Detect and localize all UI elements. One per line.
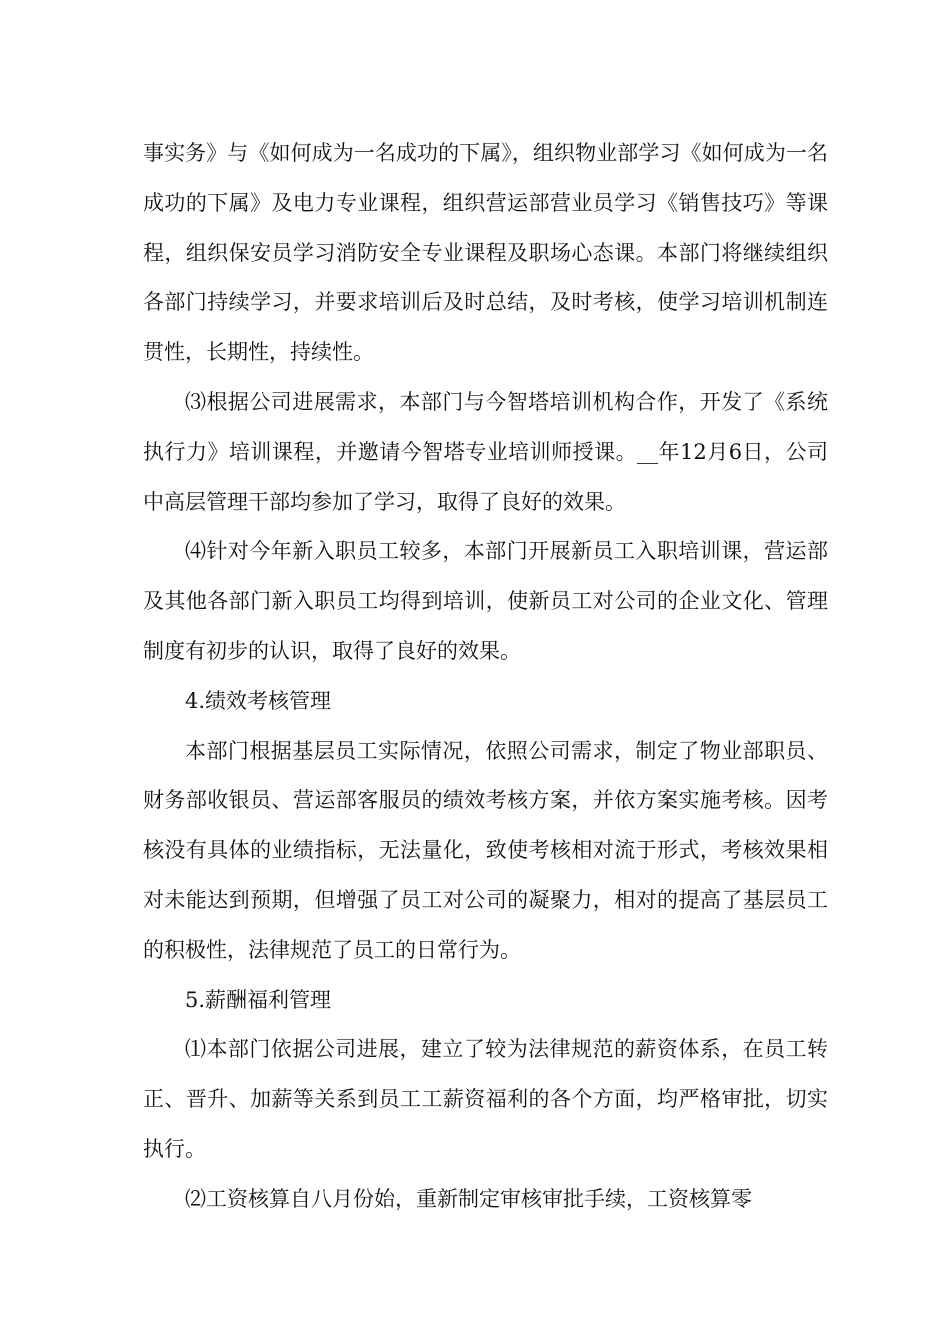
document-body [143,129,828,1225]
paragraph-performance-assessment: 本部门根据基层员工实际情况，依照公司需求，制定了物业部职员、财务部收银员、营运部客服员的绩效考核方案，并依方案实施考核。因考核没有具体的业绩指标，无法量化，致使考核相对流于形式，考核效果相对未能达到预期，但增强了员工对公司的凝聚力，相对的提高了基层员工的积极性，法律规范了员工的日常行为。 [143,738,828,962]
section-heading-performance: 4.绩效考核管理 [185,688,332,713]
paragraph-salary-system: ⑴本部门依据公司进展，建立了较为法律规范的薪资体系，在员工转正、晋升、加薪等关系到员工工薪资福利的各个方面，均严格审批，切实执行。 [143,1037,828,1161]
paragraph-new-employee-training: ⑷针对今年新入职员工较多，本部门开展新员工入职培训课，营运部及其他各部门新入职员工均得到培训，使新员工对公司的企业文化、管理制度有初步的认识，取得了良好的效果。 [143,539,828,663]
section-heading-compensation: 5.薪酬福利管理 [185,987,332,1012]
paragraph-payroll-procedure: ⑵工资核算自八月份始，重新制定审核审批手续，工资核算零 [185,1186,752,1211]
paragraph-execution-course: ⑶根据公司进展需求，本部门与今智塔培训机构合作，开发了《系统执行力》培训课程，并邀请今智塔专业培训师授课。__年12月6日，公司中高层管理干部均参加了学习，取得了良好的效果。 [143,389,828,514]
paragraph-training-courses: 事实务》与《如何成为一名成功的下属》，组织物业部学习《如何成为一名成功的下属》及电力专业课程，组织营运部营业员学习《销售技巧》等课程，组织保安员学习消防安全专业课程及职场心态课。本部门将继续组织各部门持续学习，并要求培训后及时总结，及时考核，使学习培训机制连贯性，长期性，持续性。 [143,141,828,365]
